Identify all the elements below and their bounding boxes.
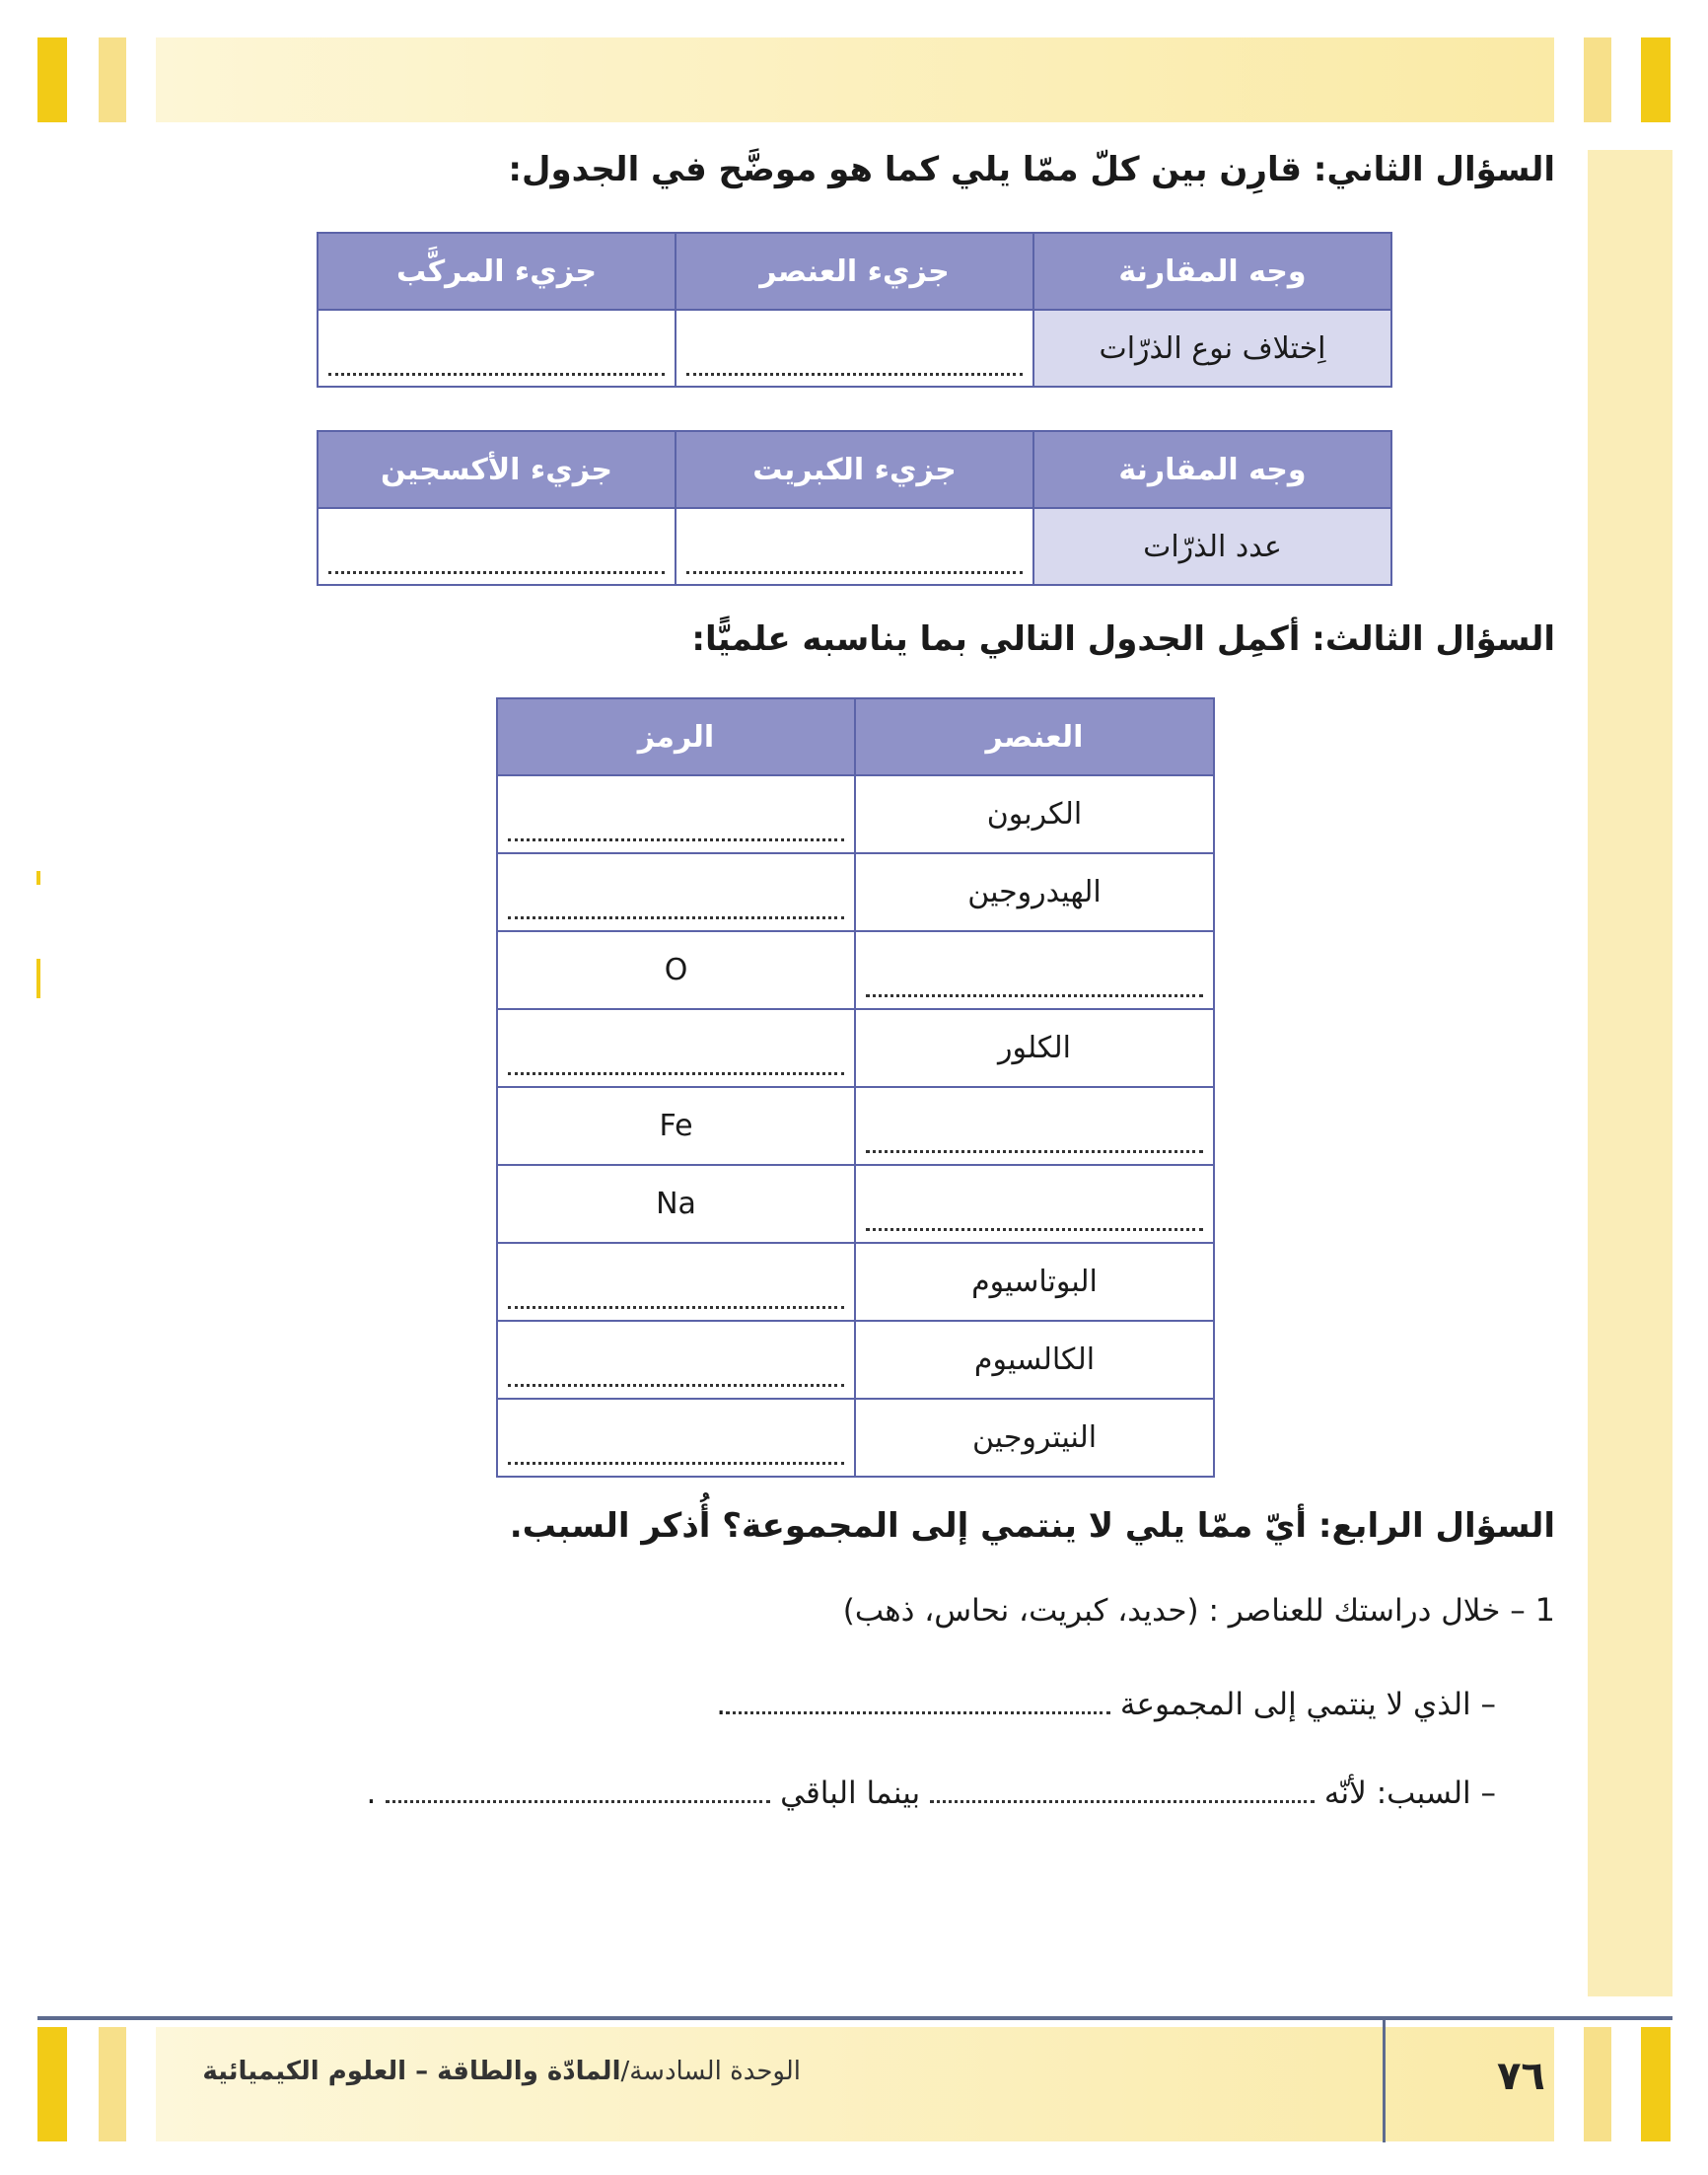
elements-row [497,853,1214,931]
question-4-item-1 [843,1591,1555,1629]
elements-symbol-cell [497,931,855,1009]
margin-mark-1 [36,871,40,885]
footer-title [202,2057,801,2086]
question-3-text: : أكمِل الجدول التالي بما يناسبه علميًّا: [691,619,1325,659]
elements-element-cell [855,1321,1214,1399]
comparison-table-1 [317,232,1392,388]
elements-symbol-cell[interactable] [497,1321,855,1399]
elements-element-cell [855,1243,1214,1321]
elements-symbol-cell[interactable] [497,1009,855,1087]
footer-right-light-bar [1584,2027,1611,2141]
elements-row [497,1321,1214,1399]
answer-line-2 [367,1776,1496,1811]
question-3-label: السؤال الثالث [1324,619,1555,659]
top-left-yellow-bar [37,37,67,122]
answer1-end: . [716,1687,727,1722]
table1-answer-element[interactable] [676,310,1033,387]
question-4-text: : أيّ ممّا يلي لا ينتمي إلى المجموعة؟ أُذكر السبب. [509,1506,1332,1546]
element-value: الكلور [998,1031,1071,1065]
elements-symbol-cell[interactable] [497,775,855,853]
elements-row [497,775,1214,853]
table2-row-label: عدد الذرّات [1033,508,1391,585]
table1-header-aspect: وجه المقارنة [1033,233,1391,310]
elements-row [497,1243,1214,1321]
question-2-label: السؤال الثاني [1326,150,1555,189]
elements-element-cell[interactable] [855,931,1214,1009]
elements-row [497,931,1214,1009]
footer-separator [1383,2020,1386,2142]
element-blank[interactable] [866,1099,1203,1153]
table2-answer-sulfur[interactable] [676,508,1033,585]
elements-element-cell [855,775,1214,853]
symbol-value: Fe [659,1109,693,1143]
elements-symbol-cell[interactable] [497,1399,855,1477]
element-value: الكالسيوم [973,1342,1096,1377]
table1-header-compound-molecule: جزيء المركَّب [318,233,676,310]
answer2-prefix: – السبب: لأنّه [1323,1776,1496,1811]
elements-row [497,1165,1214,1243]
elements-symbol-cell[interactable] [497,1243,855,1321]
table1-header-element-molecule: جزيء العنصر [676,233,1033,310]
answer2-blank-reason[interactable] [930,1792,1315,1803]
page-number: ٧٦ [1497,2054,1545,2099]
answer-line-1 [716,1687,1496,1722]
element-blank[interactable] [866,943,1203,997]
comparison-table-2 [317,430,1392,586]
question-2-text: : قارِن بين كلّ ممّا يلي كما هو موضَّح في الجدول: [508,150,1327,189]
footer-left-light-bar [99,2027,126,2141]
element-value: النيتروجين [971,1420,1098,1455]
footer-rule [37,2016,1672,2020]
table1-row-label: اِختلاف نوع الذرّات [1033,310,1391,387]
answer2-blank-rest[interactable] [386,1792,770,1803]
footer-left-yellow-bar [37,2027,67,2141]
footer-right-yellow-bar [1641,2027,1671,2141]
elements-element-cell[interactable] [855,1087,1214,1165]
item-text: – خلال دراستك للعناصر : (حديد، كبريت، نحاس، ذهب) [842,1593,1526,1629]
footer-unit: الوحدة السادسة/ [620,2057,801,2086]
top-left-light-bar [99,37,126,122]
symbol-blank[interactable] [508,865,844,919]
symbol-blank[interactable] [508,1255,844,1309]
element-blank[interactable] [866,1177,1203,1231]
elements-header-element: العنصر [855,698,1214,775]
elements-element-cell[interactable] [855,1165,1214,1243]
elements-table [496,697,1215,1478]
top-right-yellow-bar [1641,37,1671,122]
symbol-value: Na [656,1187,696,1221]
answer2-middle: بينما الباقي [780,1776,921,1811]
element-value: الكربون [986,797,1083,832]
table1-answer-compound[interactable] [318,310,676,387]
elements-symbol-cell [497,1087,855,1165]
table2-header-oxygen-molecule: جزيء الأكسجين [318,431,676,508]
elements-symbol-cell [497,1165,855,1243]
element-value: البوتاسيوم [971,1265,1098,1299]
elements-element-cell [855,853,1214,931]
element-value: الهيدروجين [967,875,1102,909]
symbol-blank[interactable] [508,1333,844,1387]
elements-row [497,1087,1214,1165]
question-4-label: السؤال الرابع [1331,1506,1555,1546]
elements-row [497,1009,1214,1087]
question-2-heading [508,150,1555,189]
symbol-blank[interactable] [508,1411,844,1465]
elements-element-cell [855,1399,1214,1477]
elements-row [497,1399,1214,1477]
top-band [156,37,1554,122]
side-panel [1588,150,1672,1996]
table2-header-sulfur-molecule: جزيء الكبريت [676,431,1033,508]
symbol-value: O [664,953,688,987]
answer1-blank[interactable] [726,1704,1110,1714]
question-4-heading [510,1506,1555,1546]
elements-element-cell [855,1009,1214,1087]
footer-subject: المادّة والطاقة – العلوم الكيميائية [202,2057,621,2086]
symbol-blank[interactable] [508,1021,844,1075]
answer2-end: . [366,1776,377,1811]
margin-mark-2 [36,959,40,998]
elements-symbol-cell[interactable] [497,853,855,931]
question-3-heading [691,619,1555,659]
elements-header-symbol: الرمز [497,698,855,775]
table2-header-aspect: وجه المقارنة [1033,431,1391,508]
answer1-prefix: – الذي لا ينتمي إلى المجموعة [1119,1687,1496,1722]
item-number: 1 [1534,1591,1555,1629]
table2-answer-oxygen[interactable] [318,508,676,585]
top-right-light-bar [1584,37,1611,122]
symbol-blank[interactable] [508,787,844,841]
